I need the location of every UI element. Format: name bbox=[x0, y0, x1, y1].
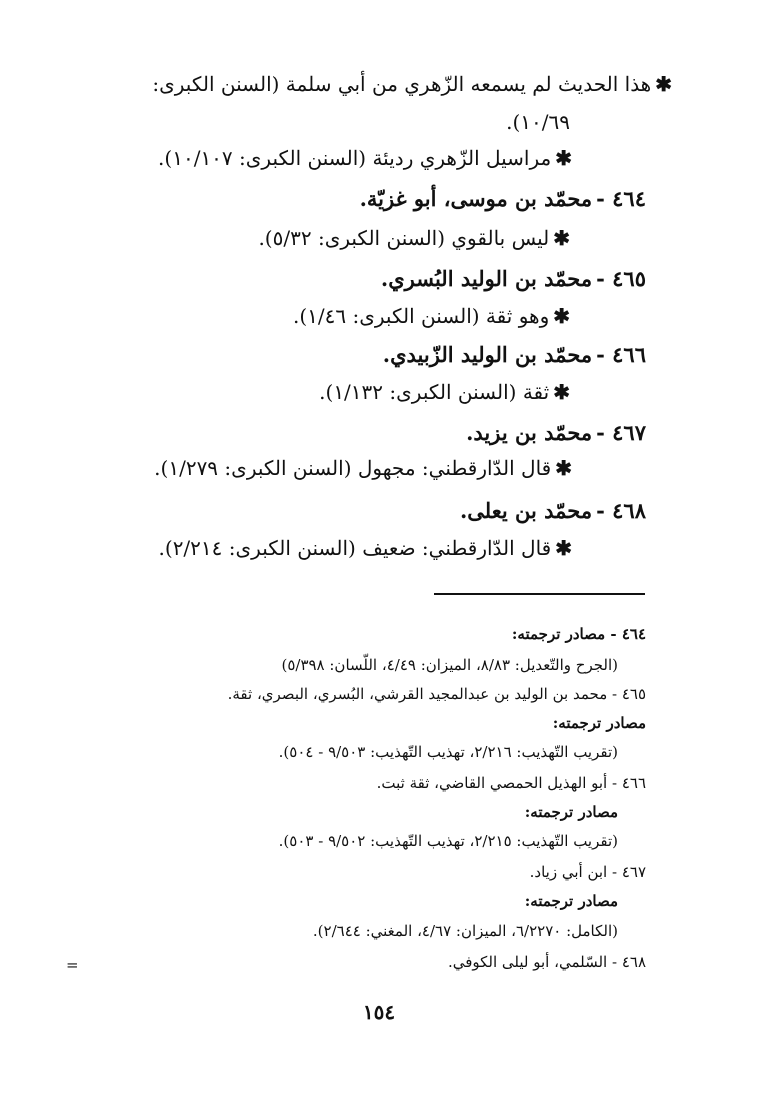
footnote-line-4 bbox=[0, 714, 758, 732]
main-text: قال الدّارقطني: ضعيف (السنن الكبرى: ٢/٢١٤). bbox=[158, 536, 552, 560]
footnote-line-9 bbox=[0, 863, 758, 881]
star-bullet: ✱ bbox=[553, 304, 570, 328]
entry-name: محمّد بن يزيد. bbox=[466, 420, 593, 445]
footnote-text: ٤٦٧ - ابن أبي زياد. bbox=[529, 863, 646, 881]
footnote-text: (الكامل: ٦/٢٢٧٠، الميزان: ٤/٦٧، المغني: ٢/٦٤٤). bbox=[312, 922, 618, 940]
main-text: ثقة (السنن الكبرى: ١/١٣٢). bbox=[319, 380, 550, 404]
footnote-line-11 bbox=[0, 922, 758, 940]
main-line-7 bbox=[0, 304, 758, 328]
footnote-text: مصادر ترجمته: bbox=[524, 892, 618, 910]
footnote-text: مصادر ترجمته: bbox=[552, 714, 646, 732]
main-text: ١٠/٦٩). bbox=[506, 110, 570, 134]
footnote-line-1 bbox=[0, 625, 758, 643]
entry-heading-466 bbox=[0, 342, 758, 367]
footnote-text: مصادر ترجمته: bbox=[524, 803, 618, 821]
entry-name: محمّد بن الوليد الزّبيدي. bbox=[382, 342, 593, 367]
main-line-13 bbox=[0, 536, 758, 560]
footnote-line-5 bbox=[0, 743, 758, 761]
footnote-line-12 bbox=[0, 953, 758, 971]
main-text: قال الدّارقطني: مجهول (السنن الكبرى: ١/٢٧٩). bbox=[154, 456, 552, 480]
main-text: ليس بالقوي (السنن الكبرى: ٥/٣٢). bbox=[258, 226, 550, 250]
main-line-1 bbox=[0, 72, 758, 96]
footnote-text: ٤٦٨ - السّلمي، أبو ليلى الكوفي. bbox=[447, 953, 646, 971]
footnote-line-2 bbox=[0, 656, 758, 674]
footnote-line-8 bbox=[0, 832, 758, 850]
star-bullet: ✱ bbox=[655, 72, 672, 96]
footnote-line-3 bbox=[0, 685, 758, 703]
footnote-line-6 bbox=[0, 774, 758, 792]
star-bullet: ✱ bbox=[555, 536, 572, 560]
entry-name: محمّد بن يعلى. bbox=[459, 498, 593, 523]
footnote-separator bbox=[434, 593, 645, 595]
footnote-text: (تقريب التّهذيب: ٢/٢١٥، تهذيب التّهذيب: ٩/٥٠٢ - ٥٠٣). bbox=[278, 832, 618, 850]
footnote-text: (تقريب التّهذيب: ٢/٢١٦، تهذيب التّهذيب: ٩/٥٠٣ - ٥٠٤). bbox=[278, 743, 618, 761]
page-number: ١٥٤ bbox=[362, 1000, 396, 1024]
footnote-text: ٤٦٤ - مصادر ترجمته: bbox=[511, 625, 646, 643]
footnote-text: (الجرح والتّعديل: ٨/٨٣، الميزان: ٤/٤٩، اللّسان: ٥/٣٩٨) bbox=[281, 656, 618, 674]
entry-number: ٤٦٦ - bbox=[596, 342, 646, 367]
footnote-text: ٤٦٥ - محمد بن الوليد بن عبدالمجيد القرشي، البُسري، البصري، ثقة. bbox=[227, 685, 646, 703]
main-line-3 bbox=[0, 146, 758, 170]
entry-heading-468 bbox=[0, 498, 758, 523]
footnote-line-7 bbox=[0, 803, 758, 821]
main-line-11 bbox=[0, 456, 758, 480]
entry-heading-467 bbox=[0, 420, 758, 445]
star-bullet: ✱ bbox=[553, 226, 570, 250]
star-bullet: ✱ bbox=[553, 380, 570, 404]
entry-heading-465 bbox=[0, 266, 758, 291]
entry-number: ٤٦٨ - bbox=[596, 498, 646, 523]
entry-number: ٤٦٥ - bbox=[596, 266, 646, 291]
main-text: هذا الحديث لم يسمعه الزّهري من أبي سلمة (السنن الكبرى: bbox=[152, 72, 652, 96]
star-bullet: ✱ bbox=[555, 456, 572, 480]
entry-number: ٤٦٧ - bbox=[596, 420, 646, 445]
entry-heading-464 bbox=[0, 186, 758, 211]
entry-name: محمّد بن موسى، أبو غزيّة. bbox=[359, 186, 593, 211]
main-line-2 bbox=[0, 110, 758, 134]
main-line-5 bbox=[0, 226, 758, 250]
entry-number: ٤٦٤ - bbox=[596, 186, 646, 211]
footnote-line-10 bbox=[0, 892, 758, 910]
main-text: مراسيل الزّهري رديئة (السنن الكبرى: ١٠/١٠٧). bbox=[158, 146, 552, 170]
footnote-text: ٤٦٦ - أبو الهذيل الحمصي القاضي، ثقة ثبت. bbox=[376, 774, 646, 792]
main-line-9 bbox=[0, 380, 758, 404]
main-text: وهو ثقة (السنن الكبرى: ١/٤٦). bbox=[293, 304, 550, 328]
continuation-mark: = bbox=[66, 956, 79, 974]
star-bullet: ✱ bbox=[555, 146, 572, 170]
entry-name: محمّد بن الوليد البُسري. bbox=[380, 266, 593, 291]
